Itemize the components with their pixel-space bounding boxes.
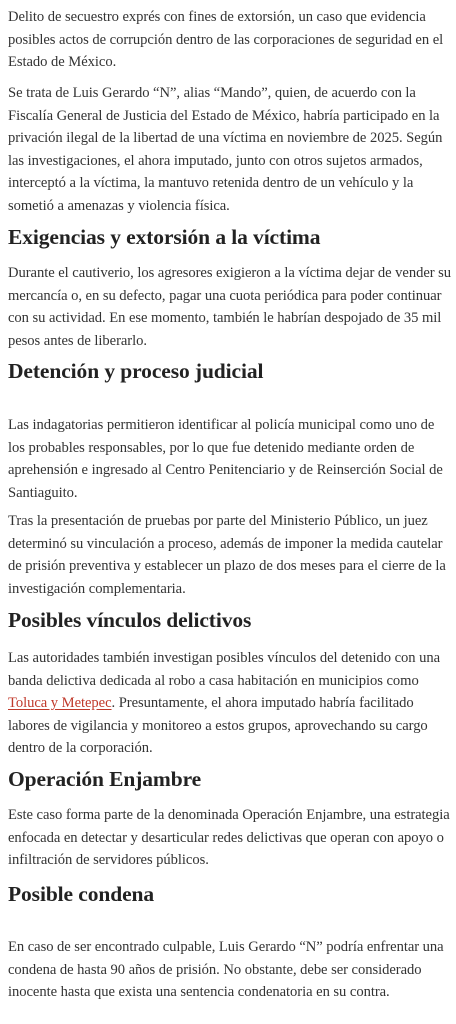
body-paragraph: Se trata de Luis Gerardo “N”, alias “Mando”, quien, de acuerdo con la Fiscalía General de Justicia del Estado de México, habría participado en la privación ilegal de la libertad de una víctima en noviembre de 2025. Según las investigaciones, el ahora imputado, junto con otros sujetos armados, interceptó a la víctima, la mantuvo retenida dentro de un vehículo y la sometió a amenazas y violencia física. <box>8 85 443 214</box>
body-paragraph: Este caso forma parte de la denominada Operación Enjambre, una estrategia enfocada en detectar y desarticular redes delictivas que operan con apoyo o infiltración de servidores públicos. <box>8 807 450 869</box>
body-paragraph: Las indagatorias permitieron identificar al policía municipal como uno de los probables responsables, por lo que fue detenido mediante orden de aprehensión e ingresado al Centro Penitenciario y de Reinserción Social de Santiaguito. <box>8 417 443 501</box>
intro-paragraph: Delito de secuestro exprés con fines de extorsión, un caso que evidencia posibles actos de corrupción dentro de las corporaciones de seguridad en el Estado de México. <box>8 9 444 71</box>
paragraph-text: . Presuntamente, el ahora imputado habría facilitado labores de vigilancia y monitoreo a estos grupos, aprovechando su cargo dentro de la corporación. <box>8 695 428 757</box>
body-paragraph: Tras la presentación de pruebas por parte del Ministerio Público, un juez determinó su vinculación a proceso, además de imponer la medida cautelar de prisión preventiva y establecer un plazo de dos meses para el cierre de la investigación complementaria. <box>8 513 446 597</box>
section-heading-enjambre: Operación Enjambre <box>8 767 202 791</box>
section-heading-detencion: Detención y proceso judicial <box>8 359 264 383</box>
section-heading-exigencias: Exigencias y extorsión a la víctima <box>8 225 321 249</box>
section-heading-condena: Posible condena <box>8 882 155 906</box>
body-paragraph: En caso de ser encontrado culpable, Luis Gerardo “N” podría enfrentar una condena de hasta 90 años de prisión. No obstante, debe ser considerado inocente hasta que exista una sentencia condenatoria en su contra. <box>8 939 444 1001</box>
toluca-metepec-link[interactable]: Toluca y Metepec <box>8 695 112 712</box>
body-paragraph: Durante el cautiverio, los agresores exigieron a la víctima dejar de vender su mercancía o, en su defecto, pagar una cuota periódica para poder continuar con su actividad. En ese momento, también le habrían despojado de 35 mil pesos antes de liberarlo. <box>8 265 452 349</box>
paragraph-text: Las autoridades también investigan posibles vínculos del detenido con una banda delictiva dedicada al robo a casa habitación en municipios como <box>8 650 441 689</box>
body-paragraph-with-link <box>8 647 454 760</box>
section-heading-vinculos: Posibles vínculos delictivos <box>8 608 252 632</box>
